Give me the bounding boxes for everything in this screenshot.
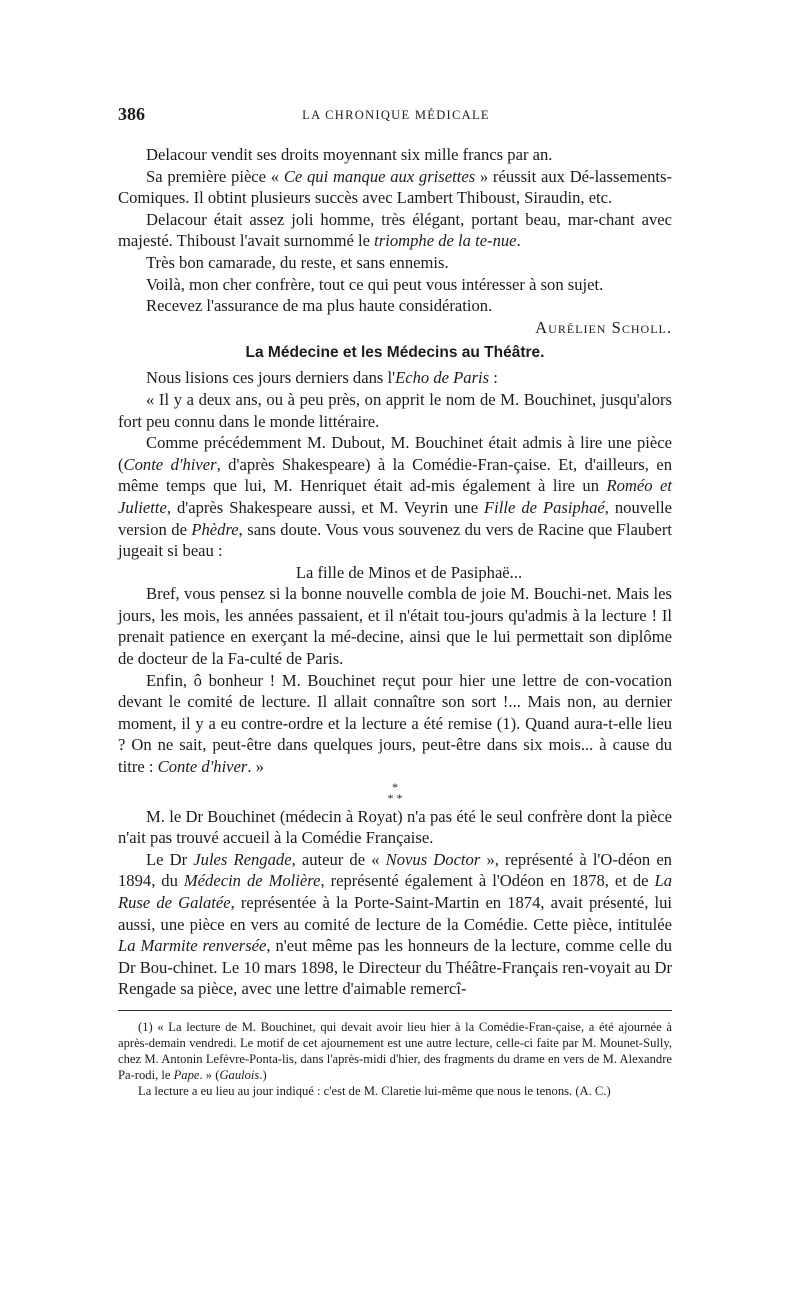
signature: Aurélien Scholl. [535, 317, 672, 337]
italic-name: Jules Rengade [193, 849, 292, 869]
paragraph: Voilà, mon cher confrère, tout ce qui peut vous intéresser à son sujet. [146, 274, 604, 294]
verse-quote: La fille de Minos et de Pasiphaë... [295, 562, 523, 582]
italic-title: Conte d'hiver [123, 454, 217, 474]
text-run: (1) « La lecture de M. Bouchinet, qui devait avoir lieu hier à la Comédie-Fran-çaise, a été ajournée à après-demain vendredi. Le motif de cet ajournement est une autre lecture, celle-ci faite par M. Mounet-Sully, chez M. Antonin Lefèvre-Ponta-lis, dans l'après-midi d'hier, des fragments du drame en vers de M. Alexandre Pa-rodi, le [118, 1019, 672, 1082]
text-run: » réussit aux Dé-lassements-Comiques. Il obtint plusieurs succès avec Lambert Thiboust, Siraudin, etc. [118, 166, 672, 208]
paragraph [118, 670, 672, 778]
text-run: : [489, 368, 498, 388]
italic-title: Novus Doctor [385, 849, 481, 869]
running-head [118, 104, 674, 128]
italic-title: Roméo et Juliette [118, 476, 672, 517]
footnote: La lecture a eu lieu au jour indiqué : c'est de M. Claretie lui-même que nous le tenons. (A. C.) [138, 1083, 611, 1098]
paragraph [118, 432, 672, 562]
journal-title: LA CHRONIQUE MÉDICALE [302, 108, 490, 122]
text-run: », représenté à l'O-déon en 1894, du [118, 849, 672, 891]
italic-title: La Marmite renversée [118, 936, 267, 956]
page-number: 386 [118, 104, 145, 124]
text-run: Nous lisions ces jours derniers dans l' [146, 368, 396, 388]
text-run: , représentée à la Porte-Saint-Martin en 1874, avait présenté, lui aussi, une pièce en vers au comité de lecture de la Comédie. Cette pièce, intitulée [118, 893, 672, 934]
text-run: . [516, 231, 521, 251]
section-title: La Médecine et les Médecins au Théâtre. [245, 344, 545, 362]
paragraph: M. le Dr Bouchinet (médecin à Royat) n'a pas été le seul confrère dont la pièce n'ait pas trouvé accueil à la Comédie Française. [118, 806, 672, 848]
text-run: . » [247, 757, 264, 777]
text-run: , sans doute. Vous vous souvenez du vers de Racine que Flaubert jugeait si beau : [118, 519, 672, 561]
text-run: Le Dr [146, 849, 194, 869]
text-run: .) [259, 1067, 267, 1082]
text-run: Enfin, ô bonheur ! M. Bouchinet reçut pour hier une lettre de con-vocation devant le comité de lecture. Il allait connaître son sort !... Mais non, au dernier moment, il y a eu contre-ordre et la lecture a été remise (1). Quand aura-t-elle lieu ? On ne sait, peut-être dans quelques jours, peut-être dans six mois... à cause du titre : [118, 670, 672, 777]
footnote [118, 1019, 672, 1083]
paragraph [118, 849, 672, 1000]
italic-phrase: triomphe de la te-nue [374, 231, 517, 251]
text-run: , n'eut même pas les honneurs de la lecture, comme celle du Dr Bou-chinet. Le 10 mars 1898, le Directeur du Théâtre-Français ren-voyait au Dr Rengade sa pièce, avec une lettre d'aimable remercî- [118, 936, 672, 999]
italic-title: Fille de Pasiphaé [484, 497, 605, 517]
asterism-bottom: * * [387, 790, 403, 805]
paragraph: Delacour vendit ses droits moyennant six mille francs par an. [146, 145, 553, 164]
text-run: , représenté également à l'Odéon en 1878, et de [320, 871, 655, 891]
paragraph: Recevez l'assurance de ma plus haute considération. [146, 296, 493, 316]
text-run: , d'après Shakespeare) à la Comédie-Fran-çaise. Et, d'ailleurs, en même temps que lui, M. Henriquet était ad-mis également à lire un [118, 454, 673, 496]
italic-title: Ce qui manque aux grisettes [283, 166, 476, 186]
paragraph: Bref, vous pensez si la bonne nouvelle combla de joie M. Bouchi-net. Mais les jours, les mois, les années passaient, et il n'était tou-jours qu'admis à la lecture ! Il prenait patience en exerçant la mé-decine, ainsi que le lui permettait son diplôme de docteur de la Fa-culté de Paris. [118, 584, 672, 669]
italic-title: Gaulois [219, 1067, 260, 1082]
footnotes [118, 1019, 672, 1099]
paragraph: « Il y a deux ans, ou à peu près, on apprit le nom de M. Bouchinet, jusqu'alors fort peu connu dans le monde littéraire. [118, 389, 672, 431]
body-text [118, 144, 672, 1099]
italic-title: Conte d'hiver [157, 757, 248, 777]
text-run: , d'après Shakespeare aussi, et M. Veyrin une [166, 497, 485, 517]
paragraph [118, 166, 672, 209]
italic-title: Pape [173, 1067, 200, 1082]
text-run: . » ( [199, 1067, 220, 1082]
text-run: Comme précédemment M. Dubout, M. Bouchinet était admis à lire une pièce ( [118, 433, 672, 474]
text-run: Delacour était assez joli homme, très élégant, portant beau, mar-chant avec majesté. Thiboust l'avait surnommé le [118, 209, 672, 251]
italic-title: La Ruse de Galatée [118, 871, 672, 912]
italic-title: Phèdre [191, 519, 239, 539]
italic-title: Echo de Paris [395, 368, 490, 388]
text-run: , nouvelle version de [118, 497, 672, 539]
asterism-top: * [392, 779, 398, 794]
italic-title: Médecin de Molière [183, 871, 321, 891]
asterism-divider [118, 779, 672, 805]
paragraph: Très bon camarade, du reste, et sans ennemis. [146, 252, 449, 272]
footnote-rule [118, 1010, 672, 1011]
text-run: , auteur de « [291, 849, 386, 869]
paragraph [118, 367, 672, 389]
text-run: Sa première pièce « [146, 166, 284, 186]
paragraph [118, 209, 672, 252]
